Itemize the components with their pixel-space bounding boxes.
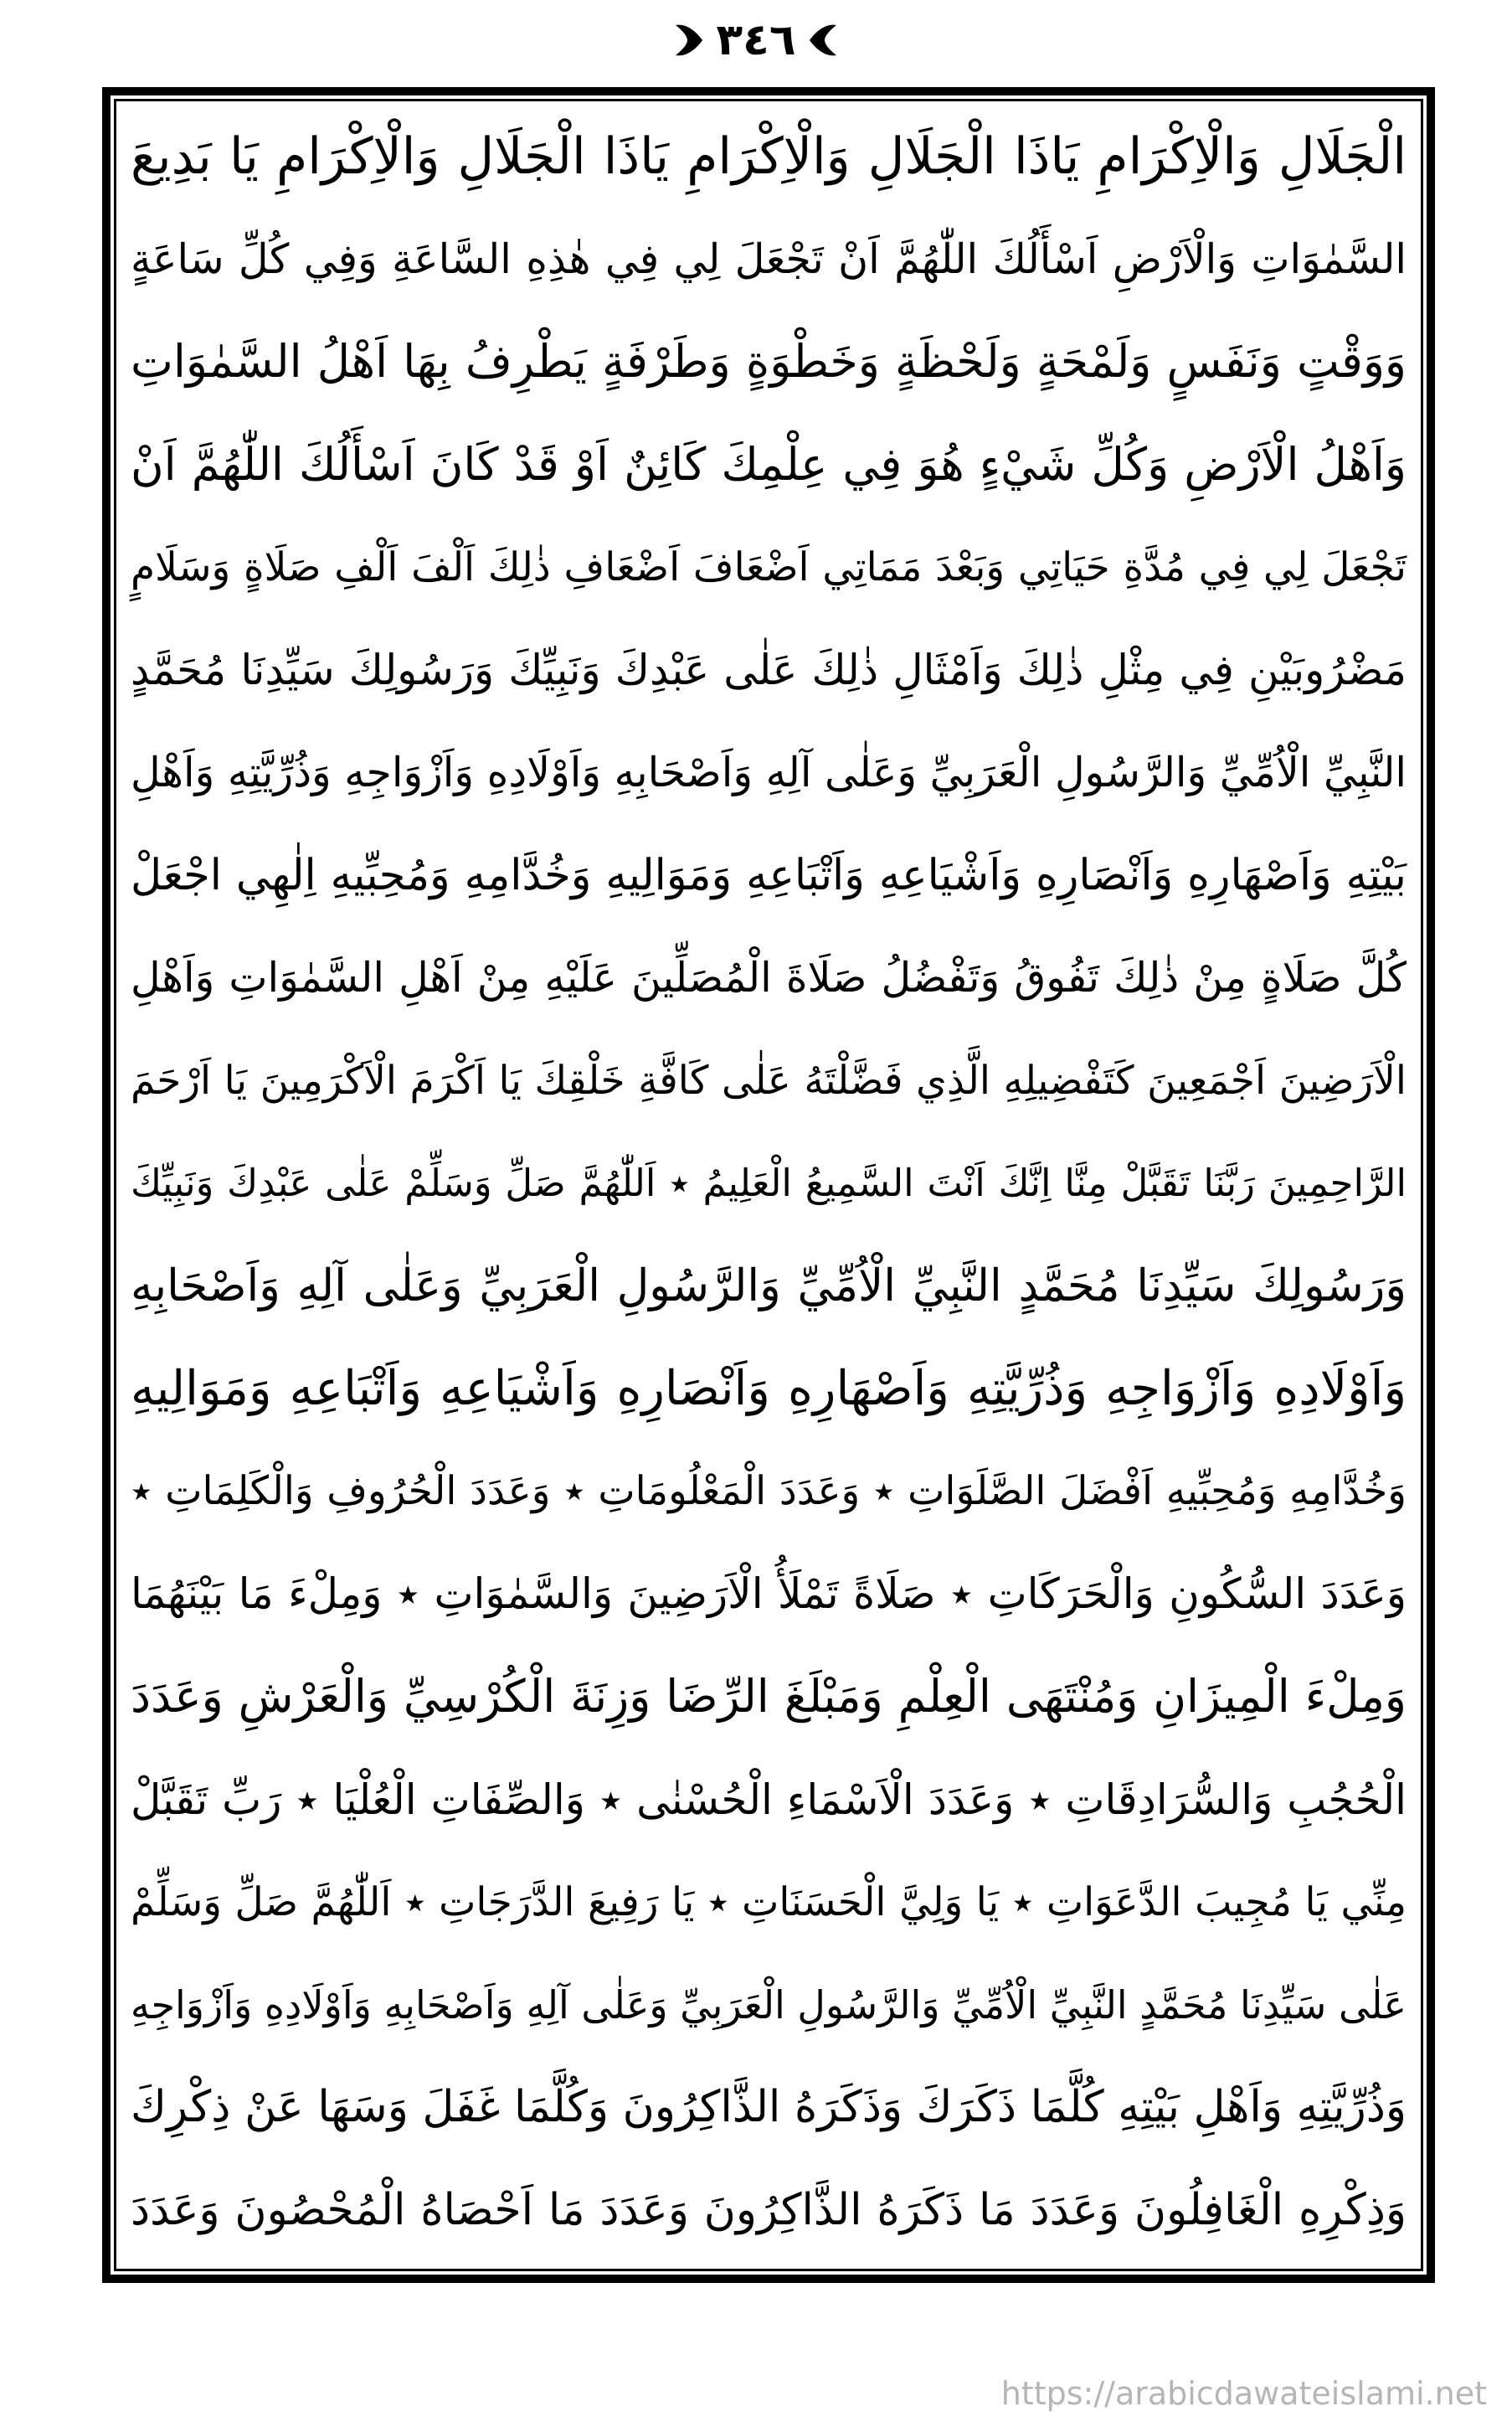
text-line-content: النَّبِيِّ الْاُمِّيِّ وَالرَّسُولِ الْعَرَبِيِّ وَعَلٰى آلِهِ وَاَصْحَابِهِ وَاَوْلَادِهِ وَاَزْوَاجِهِ وَذُرِّيَّتِهِ وَاَهْلِ: [131, 749, 1407, 797]
text-line-content: الرَّاحِمِينَ رَبَّنَا تَقَبَّلْ مِنَّا اِنَّكَ اَنْتَ السَّمِيعُ الْعَلِيمُ ٭ اَللّٰهُمَّ صَلِّ وَسَلِّمْ عَلٰى عَبْدِكَ وَنَبِيِّكَ: [131, 1161, 1407, 1206]
text-line-content: الْاَرَضِينَ اَجْمَعِينَ كَتَفْضِيلِهِ الَّذِي فَضَّلْتَهُ عَلٰى كَافَّةِ خَلْقِكَ يَا اَكْرَمَ الْاَكْرَمِينَ يَا اَرْحَمَ: [131, 1057, 1407, 1104]
text-line-content: تَجْعَلَ لِي فِي مُدَّةِ حَيَاتِي وَبَعْدَ مَمَاتِي اَضْعَافَ اَضْعَافِ ذٰلِكَ اَلْفَ اَلْفِ صَلَاةٍ وَسَلَامٍ: [131, 544, 1407, 590]
text-line-content: وَاَهْلُ الْاَرْضِ وَكُلِّ شَيْءٍ هُوَ فِي عِلْمِكَ كَائِنٌ اَوْ قَدْ كَانَ اَسْأَلُكَ اللّٰهُمَّ اَنْ: [131, 437, 1407, 491]
text-line-content: وَعَدَدَ السُّكُونِ وَالْحَرَكَاتِ ٭ صَلَاةً تَمْلَأُ الْاَرَضِينَ وَالسَّمٰوَاتِ ٭ وَمِلْءَ مَا بَيْنَهُمَا: [131, 1569, 1407, 1619]
text-line: [131, 424, 1407, 506]
text-line-content: وَذِكْرِهِ الْغَافِلُونَ وَعَدَدَ مَا ذَكَرَهُ الذَّاكِرُونَ وَعَدَدَ مَا اَحْصَاهُ الْمُحْصُونَ وَعَدَدَ: [131, 2184, 1407, 2235]
text-line: [131, 732, 1407, 814]
text-line-content: وَرَسُولِكَ سَيِّدِنَا مُحَمَّدٍ النَّبِيِّ الْاُمِّيِّ وَالرَّسُولِ الْعَرَبِيِّ وَعَلٰى آلِهِ وَاَصْحَابِهِ: [131, 1260, 1407, 1312]
text-line: [131, 1553, 1407, 1635]
arabic-text-body: [131, 116, 1407, 2251]
page-number: ٣٤٦: [716, 15, 796, 65]
text-line: [131, 629, 1407, 711]
text-line: [131, 2066, 1407, 2148]
text-line: [131, 1142, 1407, 1224]
text-line: [131, 116, 1407, 198]
text-line: [131, 1245, 1407, 1327]
text-line: [131, 1451, 1407, 1533]
text-line-content: عَلٰى سَيِّدِنَا مُحَمَّدٍ النَّبِيِّ الْاُمِّيِّ وَالرَّسُولِ الْعَرَبِيِّ وَعَلٰى آلِهِ وَاَصْحَابِهِ وَاَوْلَادِهِ وَاَزْوَاجِهِ: [130, 1981, 1407, 2028]
text-line-content: الْحُجُبِ وَالسُّرَادِقَاتِ ٭ وَعَدَدَ الْاَسْمَاءِ الْحُسْنٰى ٭ وَالصِّفَاتِ الْعُلْيَا ٭ رَبِّ تَقَبَّلْ: [131, 1775, 1407, 1824]
text-line: [131, 1759, 1407, 1841]
text-line: [131, 1347, 1407, 1430]
text-line: [131, 219, 1407, 301]
text-line-content: مِنِّي يَا مُجِيبَ الدَّعَوَاتِ ٭ يَا وَلِيَّ الْحَسَنَاتِ ٭ يَا رَفِيعَ الدَّرَجَاتِ ٭ اَللّٰهُمَّ صَلِّ وَسَلِّمْ: [131, 1878, 1407, 1925]
text-line: [131, 834, 1407, 916]
text-line-content: وَوَقْتٍ وَنَفَسٍ وَلَمْحَةٍ وَلَحْظَةٍ وَخَطْوَةٍ وَطَرْفَةٍ يَطْرِفُ بِهَا اَهْلُ السَّمٰوَاتِ: [131, 335, 1407, 389]
text-line: [131, 937, 1407, 1019]
text-line-content: الْجَلَالِ وَالْاِكْرَامِ يَاذَا الْجَلَالِ وَالْاِكْرَامِ يَاذَا الْجَلَالِ وَالْاِكْرَامِ يَا بَدِيعَ: [131, 127, 1407, 186]
text-line: [131, 1656, 1407, 1738]
text-line: [131, 1964, 1407, 2046]
text-line-content: وَاَوْلَادِهِ وَاَزْوَاجِهِ وَذُرِّيَّتِهِ وَاَصْهَارِهِ وَاَنْصَارِهِ وَاَشْيَاعِهِ وَاَتْبَاعِهِ وَمَوَالِيهِ: [131, 1360, 1407, 1416]
text-line-content: بَيْتِهِ وَاَصْهَارِهِ وَاَنْصَارِهِ وَاَشْيَاعِهِ وَاَتْبَاعِهِ وَمَوَالِيهِ وَخُدَّامِهِ وَمُحِبِّيهِ اِلٰهِي اجْعَلْ: [131, 850, 1407, 900]
text-line-content: وَمِلْءَ الْمِيزَانِ وَمُنْتَهَى الْعِلْمِ وَمَبْلَغَ الرِّضَا وَزِنَةَ الْكُرْسِيِّ وَالْعَرْشِ وَعَدَدَ: [131, 1669, 1407, 1723]
ornament-right-icon: [806, 17, 840, 64]
text-line: [131, 1861, 1407, 1943]
text-line-content: مَضْرُوبَيْنِ فِي مِثْلِ ذٰلِكَ وَاَمْثَالِ ذٰلِكَ عَلٰى عَبْدِكَ وَنَبِيِّكَ وَرَسُولِكَ سَيِّدِنَا مُحَمَّدٍ: [131, 645, 1407, 694]
page-number-ornament: [672, 15, 839, 65]
text-line-content: وَخُدَّامِهِ وَمُحِبِّيهِ اَفْضَلَ الصَّلَوَاتِ ٭ وَعَدَدَ الْمَعْلُومَاتِ ٭ وَعَدَدَ الْحُرُوفِ وَالْكَلِمَاتِ ٭: [131, 1468, 1407, 1515]
text-line: [131, 2169, 1407, 2251]
text-line-content: السَّمٰوَاتِ وَالْاَرْضِ اَسْأَلُكَ اللّٰهُمَّ اَنْ تَجْعَلَ لِي فِي هٰذِهِ السَّاعَةِ وَفِي كُلِّ سَاعَةٍ: [131, 235, 1407, 284]
page-header: [0, 7, 1512, 74]
text-line: [131, 1039, 1407, 1121]
source-watermark: https://arabicdawateislami.net: [1000, 2375, 1487, 2412]
text-line: [131, 526, 1407, 608]
text-line: [131, 321, 1407, 403]
text-line-content: وَذُرِّيَّتِهِ وَاَهْلِ بَيْتِهِ كُلَّمَا ذَكَرَكَ وَذَكَرَهُ الذَّاكِرُونَ وَكُلَّمَا غَفَلَ وَسَهَا عَنْ ذِكْرِكَ: [131, 2082, 1407, 2133]
text-line-content: كُلَّ صَلَاةٍ مِنْ ذٰلِكَ تَفُوقُ وَتَفْضُلُ صَلَاةَ الْمُصَلِّينَ عَلَيْهِ مِنْ اَهْلِ السَّمٰوَاتِ وَاَهْلِ: [131, 954, 1407, 1002]
ornament-left-icon: [672, 17, 706, 64]
